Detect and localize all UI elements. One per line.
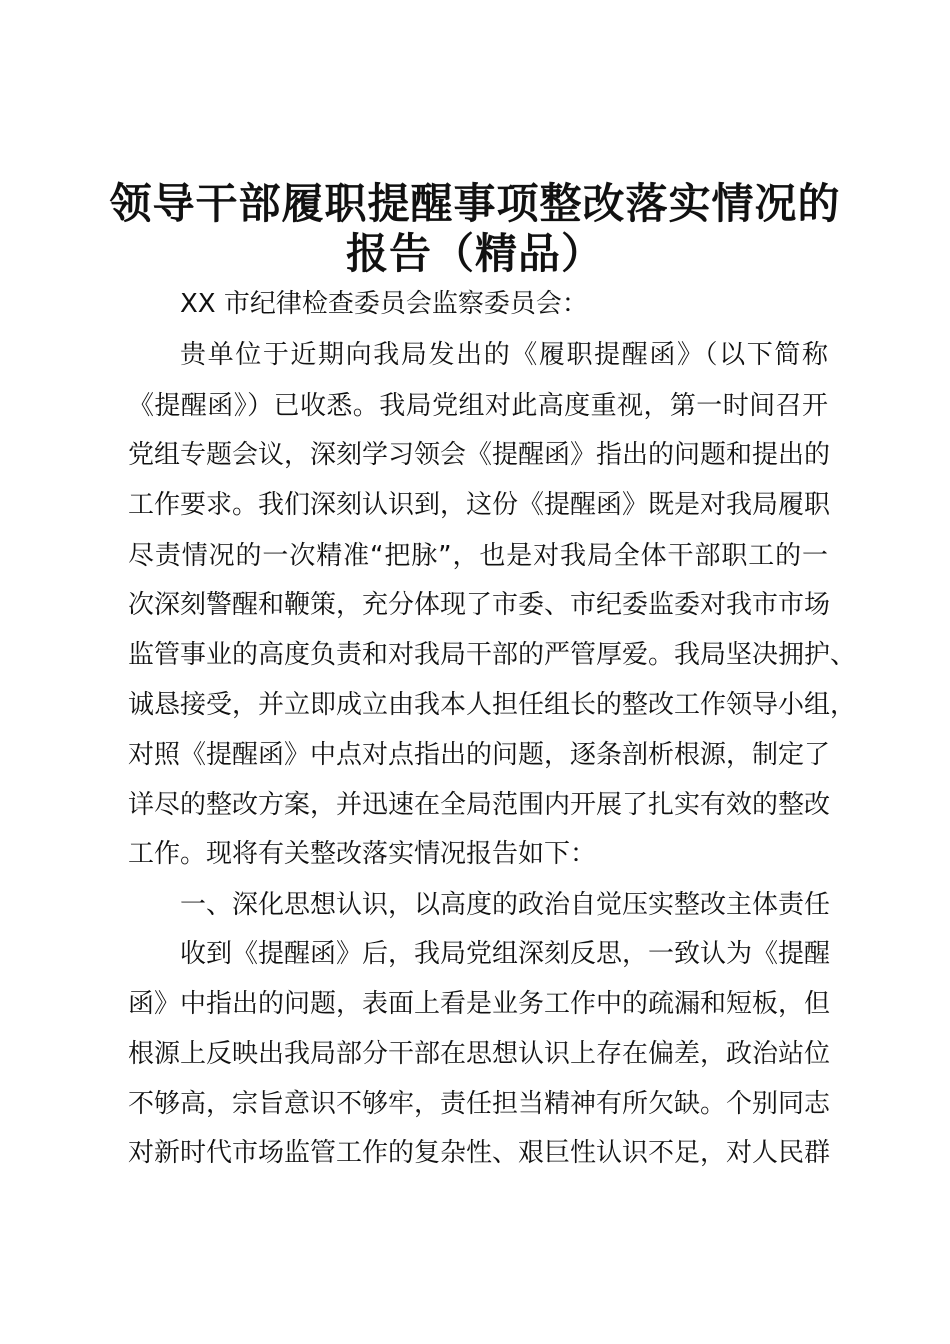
- paragraph-2-line: 收到《提醒函》后，我局党组深刻反思，一致认为《提醒: [180, 939, 831, 969]
- paragraph-2-line: 对新时代市场监管工作的复杂性、艰巨性认识不足，对人民群: [128, 1138, 831, 1168]
- paragraph-1-line: 监管事业的高度负责和对我局干部的严管厚爱。我局坚决拥护、: [128, 640, 857, 670]
- section-1-heading: 一、深化思想认识，以高度的政治自觉压实整改主体责任: [180, 890, 831, 920]
- paragraph-1-line: 详尽的整改方案，并迅速在全局范围内开展了扎实有效的整改: [128, 790, 831, 820]
- paragraph-2-line: 不够高，宗旨意识不够牢，责任担当精神有所欠缺。个别同志: [128, 1089, 831, 1119]
- paragraph-2-line: 根源上反映出我局部分干部在思想认识上存在偏差，政治站位: [128, 1039, 831, 1069]
- paragraph-2-line: 函》中指出的问题，表面上看是业务工作中的疏漏和短板，但: [128, 989, 831, 1019]
- paragraph-1-line: 党组专题会议，深刻学习领会《提醒函》指出的问题和提出的: [128, 440, 831, 470]
- paragraph-1-line: 诚恳接受，并立即成立由我本人担任组长的整改工作领导小组，: [128, 690, 857, 720]
- paragraph-1-line: 《提醒函》）已收悉。我局党组对此高度重视，第一时间召开: [128, 391, 828, 421]
- paragraph-1-line: 尽责情况的一次精准“把脉”，也是对我局全体干部职工的一: [128, 541, 828, 571]
- paragraph-1-line: 工作要求。我们深刻认识到，这份《提醒函》既是对我局履职: [128, 490, 831, 520]
- document-title-line-1: 领导干部履职提醒事项整改落实情况的: [109, 179, 841, 228]
- document-title-line-2: 报告（精品）: [345, 229, 604, 278]
- paragraph-1-line: 工作。现将有关整改落实情况报告如下：: [128, 839, 597, 869]
- salutation: XX 市纪律检查委员会监察委员会：: [180, 289, 588, 319]
- paragraph-1-line: 次深刻警醒和鞭策，充分体现了市委、市纪委监委对我市市场: [128, 590, 831, 620]
- paragraph-1-line: 对照《提醒函》中点对点指出的问题，逐条剖析根源，制定了: [128, 740, 831, 770]
- paragraph-1-line: 贵单位于近期向我局发出的《履职提醒函》（以下简称: [180, 340, 828, 370]
